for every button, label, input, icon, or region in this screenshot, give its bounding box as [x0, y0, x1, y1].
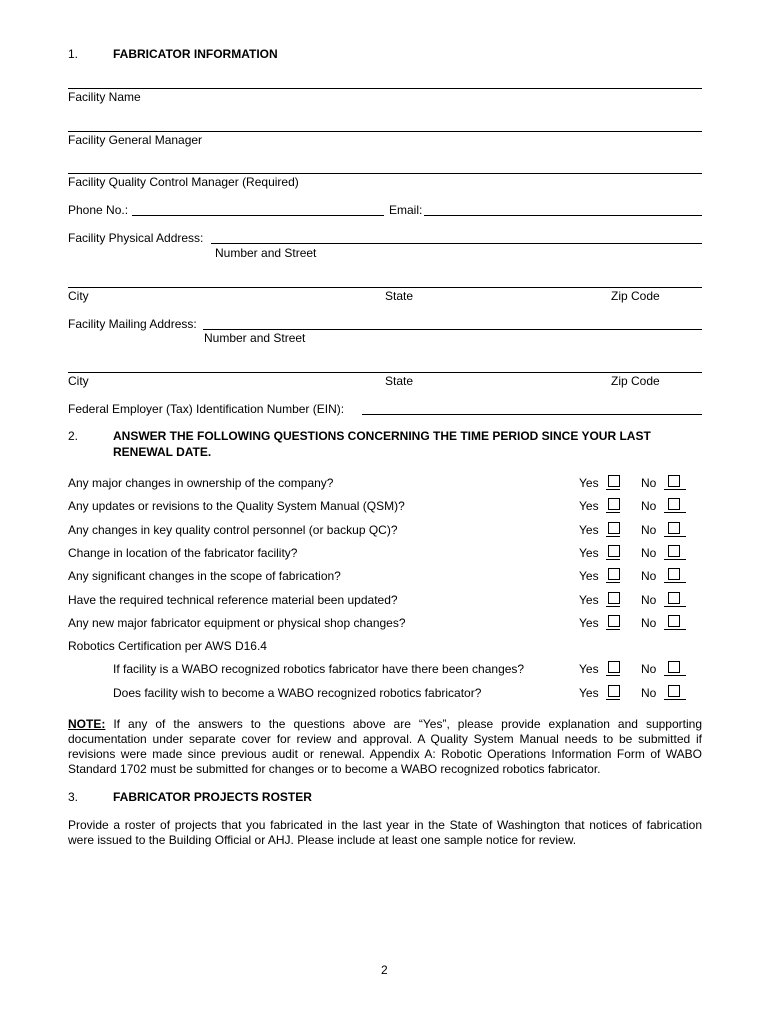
email-field[interactable] — [424, 215, 702, 216]
yes-label: Yes — [579, 476, 599, 490]
mailing-address-field[interactable] — [203, 329, 702, 330]
question-text: Any changes in key quality control personnel (or backup QC)? — [68, 523, 398, 537]
no-checkbox[interactable] — [668, 475, 680, 487]
yes-underline — [606, 629, 620, 630]
facility-name-label: Facility Name — [68, 90, 141, 104]
yes-label: Yes — [579, 523, 599, 537]
yes-underline — [606, 536, 620, 537]
general-manager-line[interactable] — [68, 131, 702, 132]
no-checkbox[interactable] — [668, 522, 680, 534]
yes-checkbox[interactable] — [608, 545, 620, 557]
yes-checkbox[interactable] — [608, 661, 620, 673]
yes-checkbox[interactable] — [608, 615, 620, 627]
section3-title: FABRICATOR PROJECTS ROSTER — [113, 790, 312, 804]
yes-underline — [606, 606, 620, 607]
yes-label: Yes — [579, 686, 599, 700]
ein-label: Federal Employer (Tax) Identification Number (EIN): — [68, 402, 345, 416]
physical-address-label: Facility Physical Address: — [68, 231, 204, 245]
robotics-heading: Robotics Certification per AWS D16.4 — [68, 639, 267, 653]
yes-underline — [606, 582, 620, 583]
phone-label: Phone No.: — [68, 203, 129, 217]
no-label: No — [641, 662, 657, 676]
section3-text: Provide a roster of projects that you fabricated in the last year in the State of Washington that notices of fabrication were issued to the Building Official or AHJ. Please include at least one sample notice for review. — [68, 818, 702, 847]
physical-city-label: City — [68, 289, 89, 303]
no-checkbox[interactable] — [668, 592, 680, 604]
yes-checkbox[interactable] — [608, 568, 620, 580]
yes-underline — [606, 699, 620, 700]
no-label: No — [641, 593, 657, 607]
no-checkbox[interactable] — [668, 545, 680, 557]
yes-label: Yes — [579, 569, 599, 583]
no-checkbox[interactable] — [668, 568, 680, 580]
question-text: If facility is a WABO recognized robotics fabricator have there been changes? — [113, 662, 525, 676]
section1-title: FABRICATOR INFORMATION — [113, 47, 278, 61]
no-label: No — [641, 569, 657, 583]
ein-field[interactable] — [362, 414, 702, 415]
question-text: Any new major fabricator equipment or physical shop changes? — [68, 616, 406, 630]
no-underline — [664, 512, 686, 513]
qc-manager-label: Facility Quality Control Manager (Required) — [68, 175, 299, 189]
physical-address-field[interactable] — [211, 243, 702, 244]
no-label: No — [641, 523, 657, 537]
no-checkbox[interactable] — [668, 661, 680, 673]
section3-number: 3. — [68, 790, 79, 804]
mailing-state-label: State — [385, 374, 414, 388]
note-text: If any of the answers to the questions above are “Yes”, please provide explanation and supporting documentation under separate cover for review and approval. A Quality System Manual needs to be submitted if revisions were made since previous audit or renewal. Appendix A: Robotic Operations Information Form of WABO Standard 1702 must be submitted for changes or to become a WABO recognized robotics fabricator. — [68, 717, 702, 776]
no-checkbox[interactable] — [668, 615, 680, 627]
no-underline — [664, 582, 686, 583]
question-text: Any significant changes in the scope of fabrication? — [68, 569, 341, 583]
note-paragraph — [68, 717, 702, 777]
yes-checkbox[interactable] — [608, 498, 620, 510]
yes-label: Yes — [579, 616, 599, 630]
physical-state-label: State — [385, 289, 414, 303]
mailing-zip-label: Zip Code — [611, 374, 660, 388]
physical-zip-label: Zip Code — [611, 289, 660, 303]
yes-checkbox[interactable] — [608, 475, 620, 487]
facility-name-line[interactable] — [68, 88, 702, 89]
yes-underline — [606, 675, 620, 676]
no-underline — [664, 536, 686, 537]
physical-number-street-label: Number and Street — [215, 246, 317, 260]
section2-number: 2. — [68, 429, 79, 443]
section2-title-line2: RENEWAL DATE. — [113, 445, 212, 459]
section1-number: 1. — [68, 47, 79, 61]
mailing-city-line[interactable] — [68, 372, 702, 373]
no-underline — [664, 559, 686, 560]
question-text: Change in location of the fabricator facility? — [68, 546, 298, 560]
qc-manager-line[interactable] — [68, 173, 702, 174]
no-checkbox[interactable] — [668, 685, 680, 697]
yes-checkbox[interactable] — [608, 685, 620, 697]
question-text: Have the required technical reference material been updated? — [68, 593, 398, 607]
phone-field[interactable] — [132, 215, 384, 216]
question-text: Any updates or revisions to the Quality System Manual (QSM)? — [68, 499, 405, 513]
yes-checkbox[interactable] — [608, 592, 620, 604]
general-manager-label: Facility General Manager — [68, 133, 203, 147]
yes-label: Yes — [579, 593, 599, 607]
question-text: Does facility wish to become a WABO recognized robotics fabricator? — [113, 686, 482, 700]
note-label: NOTE: — [68, 717, 106, 731]
no-label: No — [641, 546, 657, 560]
no-underline — [664, 606, 686, 607]
no-label: No — [641, 499, 657, 513]
no-underline — [664, 699, 686, 700]
no-underline — [664, 489, 686, 490]
physical-city-line[interactable] — [68, 287, 702, 288]
section2-title-line1: ANSWER THE FOLLOWING QUESTIONS CONCERNING THE TIME PERIOD SINCE YOUR LAST — [113, 429, 651, 443]
yes-checkbox[interactable] — [608, 522, 620, 534]
no-underline — [664, 629, 686, 630]
yes-underline — [606, 512, 620, 513]
email-label: Email: — [389, 203, 423, 217]
yes-underline — [606, 559, 620, 560]
question-text: Any major changes in ownership of the company? — [68, 476, 334, 490]
mailing-number-street-label: Number and Street — [204, 331, 306, 345]
no-label: No — [641, 616, 657, 630]
no-checkbox[interactable] — [668, 498, 680, 510]
yes-label: Yes — [579, 499, 599, 513]
no-label: No — [641, 686, 657, 700]
mailing-city-label: City — [68, 374, 89, 388]
yes-label: Yes — [579, 546, 599, 560]
page-number: 2 — [381, 963, 388, 977]
yes-underline — [606, 489, 620, 490]
mailing-address-label: Facility Mailing Address: — [68, 317, 197, 331]
yes-label: Yes — [579, 662, 599, 676]
no-label: No — [641, 476, 657, 490]
no-underline — [664, 675, 686, 676]
